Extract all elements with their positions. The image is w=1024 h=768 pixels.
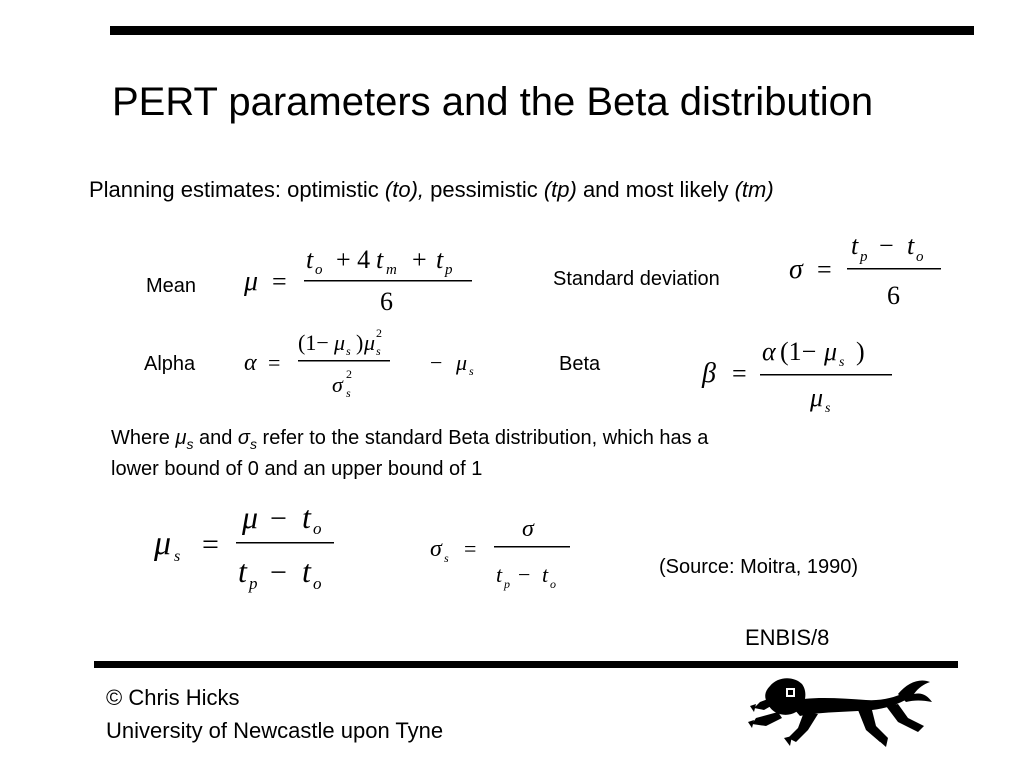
svg-text:−: − (270, 556, 287, 589)
where-text-1: Where (111, 427, 176, 449)
source-citation: (Source: Moitra, 1990) (659, 556, 858, 578)
svg-text:−: − (430, 350, 443, 375)
svg-text:2: 2 (346, 367, 352, 381)
svg-text:p: p (445, 262, 453, 278)
where-mu-sub: s (186, 436, 194, 452)
svg-text:−: − (518, 562, 531, 587)
heraldic-lion-icon (748, 672, 938, 747)
subtitle (89, 177, 774, 203)
svg-text:α: α (762, 337, 776, 366)
where-text-2: and (193, 427, 238, 449)
top-rule (110, 26, 974, 35)
subtitle-pre: Planning estimates: optimistic (89, 177, 385, 202)
svg-text:−: − (270, 502, 287, 535)
svg-text:2: 2 (376, 326, 382, 340)
std-formula (785, 228, 950, 312)
svg-text:p: p (249, 574, 258, 593)
svg-text:σ: σ (522, 516, 534, 542)
svg-text:): ) (356, 330, 364, 355)
svg-text:s: s (346, 344, 351, 358)
alpha-label: Alpha (144, 353, 196, 375)
footer-copyright: © Chris Hicks (106, 685, 240, 710)
svg-text:=: = (272, 267, 287, 296)
svg-text:s: s (839, 355, 845, 370)
svg-text:=: = (268, 350, 281, 375)
alpha-formula (240, 320, 500, 402)
svg-text:(1−: (1− (298, 330, 329, 355)
mean-label: Mean (146, 275, 197, 297)
subtitle-tp: (tp) (543, 177, 577, 202)
svg-text:=: = (202, 528, 219, 561)
svg-text:t: t (306, 245, 314, 274)
subtitle-tm: (tm) (734, 177, 774, 202)
svg-text:+: + (412, 245, 427, 274)
where-sigma-sub: s (249, 436, 257, 452)
svg-text:t: t (376, 245, 384, 274)
svg-text:μ: μ (810, 383, 824, 412)
svg-text:s: s (444, 551, 449, 565)
svg-text:σ: σ (332, 372, 343, 397)
subtitle-mid1: pessimistic (424, 177, 544, 202)
svg-text:α: α (244, 350, 257, 376)
svg-text:(1−: (1− (780, 337, 817, 366)
svg-text:μ: μ (456, 350, 468, 375)
mean-formula (240, 238, 480, 318)
svg-text:t: t (302, 499, 311, 535)
svg-text:+ 4: + 4 (336, 245, 371, 274)
slide-id: ENBIS/8 (745, 625, 830, 650)
where-mu: μ (175, 427, 187, 449)
svg-text:=: = (732, 359, 747, 388)
svg-text:6: 6 (380, 287, 393, 316)
svg-text:s: s (174, 548, 181, 565)
svg-text:m: m (386, 262, 397, 278)
svg-text:t: t (302, 553, 311, 589)
std-label: Standard deviation (553, 268, 720, 290)
where-line-1 (111, 427, 708, 452)
subtitle-mid2: and most likely (576, 177, 735, 202)
sigma-s-formula (428, 510, 588, 594)
svg-text:s: s (469, 364, 474, 378)
where-line-2: lower bound of 0 and an upper bound of 1 (111, 458, 483, 480)
svg-text:μ: μ (154, 525, 172, 562)
svg-text:o: o (313, 574, 322, 593)
svg-text:s: s (376, 344, 381, 358)
svg-text:6: 6 (887, 281, 900, 310)
svg-text:t: t (907, 231, 915, 260)
svg-text:o: o (916, 249, 924, 265)
svg-text:=: = (817, 255, 832, 284)
svg-text:μ: μ (334, 330, 346, 355)
svg-text:p: p (504, 577, 510, 591)
svg-text:t: t (238, 553, 247, 589)
svg-text:s: s (825, 401, 831, 416)
svg-text:σ: σ (789, 254, 803, 285)
bottom-rule (94, 661, 958, 668)
svg-text:s: s (346, 386, 351, 400)
svg-text:o: o (550, 577, 556, 591)
subtitle-to: (to), (384, 177, 425, 202)
svg-text:t: t (436, 245, 444, 274)
footer-institution: University of Newcastle upon Tyne (106, 718, 444, 743)
slide-title: PERT parameters and the Beta distribution (112, 80, 874, 124)
svg-text:μ: μ (824, 337, 838, 366)
svg-text:t: t (542, 562, 549, 587)
svg-text:p: p (860, 249, 868, 265)
svg-text:μ: μ (244, 266, 259, 297)
svg-text:t: t (496, 562, 503, 587)
svg-text:σ: σ (430, 536, 442, 562)
svg-text:−: − (879, 231, 894, 260)
beta-label: Beta (559, 353, 601, 375)
beta-formula (700, 330, 900, 416)
svg-text:μ: μ (364, 330, 376, 355)
svg-text:o: o (315, 262, 323, 278)
svg-text:μ: μ (242, 499, 259, 535)
mu-s-formula (152, 496, 352, 600)
svg-text:t: t (851, 231, 859, 260)
svg-text:=: = (464, 536, 477, 561)
svg-text:o: o (313, 519, 322, 538)
where-sigma: σ (237, 427, 250, 449)
svg-text:): ) (856, 337, 865, 366)
svg-text:β: β (702, 358, 716, 389)
where-text-3: refer to the standard Beta distribution, which has a (256, 427, 709, 449)
